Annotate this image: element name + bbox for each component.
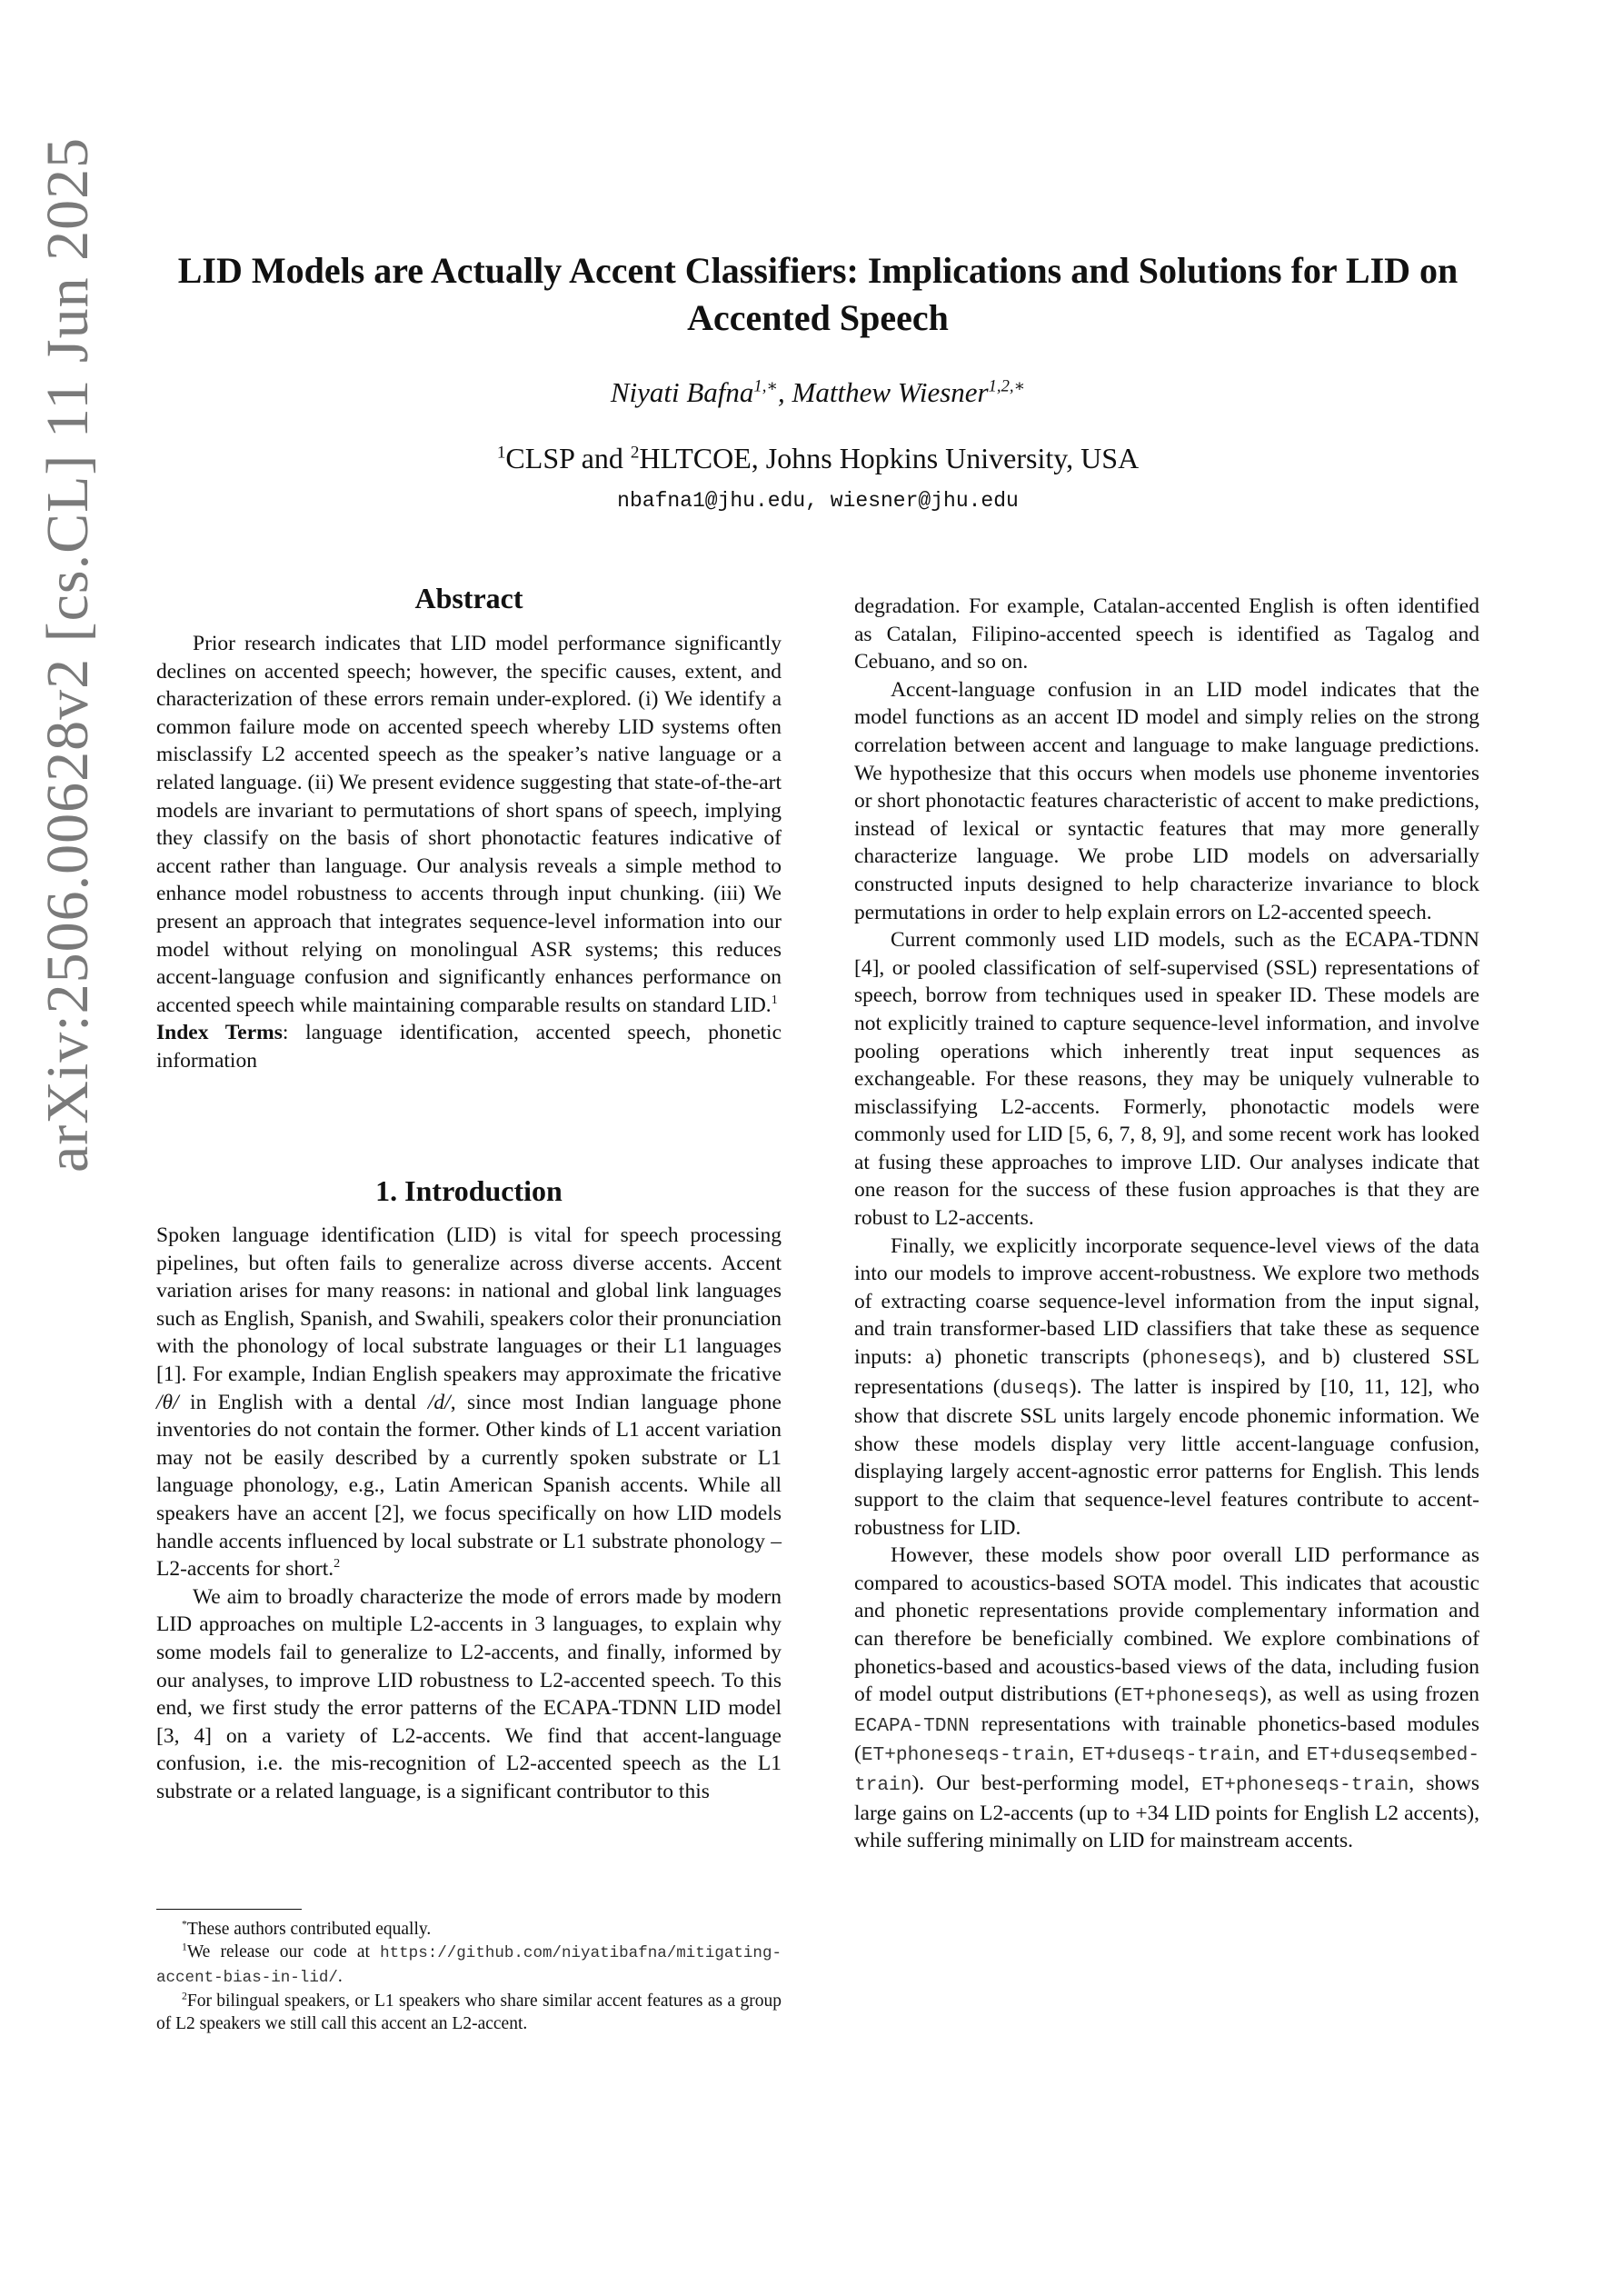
footnote-2-text: We release our code at	[186, 1942, 381, 1962]
author-2-affil: 1,2,∗	[988, 376, 1026, 396]
intro-paragraph-3: degradation. For example, Catalan-accented English is often identified as Catalan, Filipino-accented speech is identified as Tagalog and Cebuano, and so on.	[854, 594, 1479, 674]
intro-p6-text-b: ), and b) clustered SSL representations (	[854, 1345, 1479, 1399]
arxiv-identifier: arXiv:2506.00628v2 [cs.CL] 11 Jun 2025	[35, 136, 101, 1173]
method-et-phoneseqs-train: ET+phoneseqs-train	[861, 1744, 1070, 1767]
intro-p7-text-c: representations with trainable phonetics-based modules (	[854, 1712, 1479, 1766]
intro-p7-text-f: ). Our best-performing model,	[911, 1771, 1201, 1795]
footnotes	[156, 1918, 782, 2035]
intro-p6-text-c: ). The latter is inspired by [10, 11, 12], who show that discrete SSL units largely encode phonemic information. We show these models display very little accent-language confusion, displaying largely accent-agnostic error patterns for English. This lends support to the claim that sequence-level features contribute to accent-robustness for LID.	[854, 1374, 1479, 1540]
intro-p7-text-b: ), as well as using frozen	[1260, 1682, 1479, 1707]
paper-title: LID Models are Actually Accent Classifiers: Implications and Solutions for LID on Accented Speech	[177, 250, 1459, 338]
footnote-2-end: .	[337, 1967, 343, 1986]
footnote-2	[156, 1941, 782, 1990]
intro-p6-text-a: Finally, we explicitly incorporate sequence-level views of the data into our models to improve accent-robustness. We explore two methods of extracting coarse sequence-level information from the input signal, and train transformer-based LID classifiers that take these as sequence inputs: a) phonetic transcripts (	[854, 1233, 1479, 1370]
affil-2-mark: 2	[630, 443, 640, 463]
author-emails: nbafna1@jhu.edu, wiesner@jhu.edu	[617, 489, 1019, 513]
method-duseqs: duseqs	[1000, 1377, 1070, 1400]
intro-p1-text-a: Spoken language identification (LID) is vital for speech processing pipelines, but often fails to generalize across diverse accents. Accent variation arises for many reasons: in national and global link languages such as English, Spanish, and Swahili, speakers color their pronunciation with the phonology of local substrate languages or their L1 languages [1]. For example, Indian English speakers may approximate the fricative	[156, 1223, 782, 1386]
abstract-text: Prior research indicates that LID model performance significantly declines on accented speech; however, the specific causes, extent, and characterization of these errors remain under-explored. (i) We identify a common failure mode on accented speech whereby LID systems often misclassify L2 accented speech as the speaker’s native language or a related language. (ii) We present evidence suggesting that state-of-the-art models are invariant to permutations of short spans of speech, implying they classify on the basis of short phonotactic features indicative of accent rather than language. Our analysis reveals a simple method to enhance model robustness to accents through input chunking. (iii) We present an approach that integrates sequence-level information into our model without relying on monolingual ASR systems; this reduces accent-language confusion and significantly enhances performance on accented speech while maintaining comparable results on standard LID.	[156, 632, 782, 1017]
affiliation-line	[145, 440, 1490, 476]
abstract-footnote-mark: 1	[771, 992, 778, 1007]
footnote-1-text: These authors contributed equally.	[186, 1920, 432, 1939]
abstract-heading: Abstract	[414, 582, 523, 614]
method-et-duseqs-train: ET+duseqs-train	[1081, 1744, 1255, 1767]
intro-paragraph-1	[156, 1222, 782, 1583]
footnote-3-text: For bilingual speakers, or L1 speakers who share similar accent features as a group of L2 speakers we still call this accent an L2-accent.	[156, 1992, 782, 2033]
intro-right-column	[854, 593, 1479, 1855]
intro-paragraph-4: Accent-language confusion in an LID model indicates that the model functions as an accent ID model and simply relies on the strong correlation between accent and language to make language predictions. We hypothesize that this occurs when models use phoneme inventories or short phonotactic features characteristic of accent to make predictions, instead of lexical or syntactic features that may more generally characterize language. We probe LID models on adversarially constructed inputs designed to help characterize invariance to block permutations in order to help explain errors on L2-accented speech.	[854, 677, 1479, 924]
abstract-paragraph	[156, 630, 782, 1019]
footnote-1	[156, 1918, 782, 1941]
method-best-model: ET+phoneseqs-train	[1200, 1773, 1409, 1796]
method-phoneseqs: phoneseqs	[1150, 1348, 1254, 1371]
author-separator: ,	[778, 376, 792, 408]
method-et-phoneseqs: ET+phoneseqs	[1120, 1685, 1260, 1708]
author-1-affil: 1,∗	[753, 376, 779, 396]
abstract-body	[156, 630, 782, 1075]
footnote-3-mark: 2	[182, 1990, 187, 2002]
affil-1-text: CLSP and	[505, 442, 631, 474]
index-terms	[156, 1019, 782, 1074]
intro-paragraph-7	[854, 1542, 1479, 1855]
intro-heading: 1. Introduction	[375, 1174, 563, 1207]
footnote-3	[156, 1990, 782, 2035]
footnote-1-mark: *	[182, 1918, 187, 1931]
method-ecapa-tdnn: ECAPA-TDNN	[854, 1714, 970, 1737]
phoneme-theta: /θ/	[156, 1390, 179, 1414]
intro-p7-text-a: However, these models show poor overall LID performance as compared to acoustics-based SOTA model. This indicates that acoustic and phonetic representations provide complementary information and can therefore be beneficially combined. We explore combinations of phonetics-based and acoustics-based views of the data, including fusion of model output distributions (	[854, 1543, 1479, 1707]
author-1: Niyati Bafna	[610, 376, 754, 408]
intro-paragraph-2: We aim to broadly characterize the mode of errors made by modern LID approaches on multiple L2-accents in 3 languages, to explain why some models fail to generalize to L2-accents, and finally, informed by our analyses, to improve LID robustness to L2-accented speech. To this end, we first study the error patterns of the ECAPA-TDNN LID model [3, 4] on a variety of L2-accents. We find that accent-language confusion, i.e. the mis-recognition of L2-accented speech as the L1 substrate or a related language, is a significant contributor to this	[156, 1584, 782, 1803]
intro-paragraph-5: Current commonly used LID models, such as the ECAPA-TDNN [4], or pooled classification of self-supervised (SSL) representations of speech, borrow from techniques used in speaker ID. These models are not explicitly trained to capture sequence-level information, and involve pooling operations which inherently treat input sequences as exchangeable. For these reasons, they may be uniquely vulnerable to misclassifying L2-accents. Formerly, phonotactic models were commonly used for LID [5, 6, 7, 8, 9], and some recent work has looked at fusing these approaches to improve LID. Our analyses indicate that one reason for the success of these fusion approaches is that they are robust to L2-accents.	[854, 928, 1479, 1231]
index-terms-text: : language identification, accented speech, phonetic information	[156, 1021, 782, 1073]
intro-p7-text-e: , and	[1254, 1742, 1307, 1766]
code-repository-link[interactable]: https://github.com/niyatibafna/mitigating-accent-bias-in-lid/	[156, 1944, 782, 1987]
intro-p1-text-b: in English with a dental	[178, 1390, 428, 1414]
intro-footnote-mark: 2	[334, 1556, 341, 1572]
author-line	[145, 374, 1490, 411]
affil-1-mark: 1	[496, 443, 506, 463]
intro-p7-text-g: , shows large gains on L2-accents (up to +34 LID points for English L2 accents), while suffering minimally on LID for mainstream accents.	[854, 1771, 1479, 1853]
footnote-rule	[156, 1909, 302, 1910]
affil-2-text: HLTCOE, Johns Hopkins University, USA	[639, 442, 1140, 474]
author-2: Matthew Wiesner	[792, 376, 989, 408]
intro-paragraph-6	[854, 1233, 1479, 1542]
intro-p1-text-c: , since most Indian language phone inventories do not contain the former. Other kinds of L1 accent variation may not be easily described by a currently spoken substrate or L1 language phonology, e.g., Latin American Spanish accents. While all speakers have an accent [2], we focus specifically on how LID models handle accents influenced by local substrate or L1 substrate phonology – L2-accents for short.	[156, 1390, 782, 1582]
intro-left-column	[156, 1222, 782, 1805]
method-et-duseqsembed-train: ET+duseqsembed-train	[854, 1744, 1479, 1796]
index-terms-label: Index Terms	[156, 1021, 283, 1045]
intro-p7-text-d: ,	[1069, 1742, 1082, 1766]
footnote-2-mark: 1	[182, 1941, 187, 1953]
phoneme-dental-d: /d/	[427, 1390, 451, 1414]
